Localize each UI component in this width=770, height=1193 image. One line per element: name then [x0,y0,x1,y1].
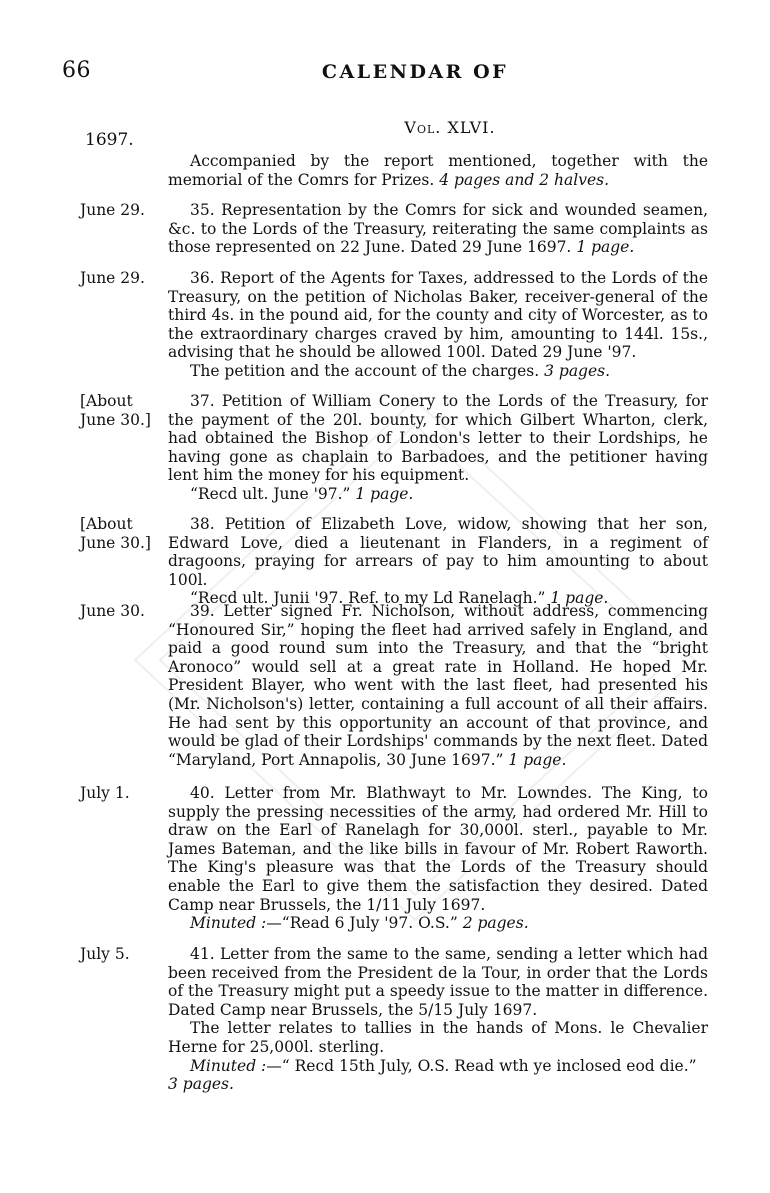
entry-note-label: Minuted : [190,914,267,933]
entry-pages: 3 pages. [168,1075,234,1094]
entry-note: —“ Recd 15th July, O.S. Read wth ye inclosed eod die.” [266,1056,697,1075]
entry-text: 35. Representation by the Comrs for sick and wounded seamen, &c. to the Lords of the Treasury, reiterating the same complaints as those represented on 22 June. Dated 29 June 1697. [168,201,708,257]
entry-note: The letter relates to tallies in the hands of Mons. le Chevalier Herne for 25,000l. sterling. [168,1019,708,1056]
entry-date: June 29. [80,269,145,287]
entry-date: July 1. [80,784,130,802]
entry-pages: 2 pages. [462,914,529,933]
entry-date-line1: [About [80,392,133,410]
continuation-pages: 4 pages and 2 halves. [439,170,610,189]
entry-pages: 1 page. [355,484,414,503]
entry-pages: 1 page. [576,238,635,257]
entry-text: 38. Petition of Elizabeth Love, widow, showing that her son, Edward Love, died a lieutenant in Flanders, in a regiment of dragoons, praying for arrears of pay to him amounting to about 100l. [168,515,708,589]
entry-date-line1: [About [80,515,133,533]
entry-text: 39. Letter signed Fr. Nicholson, without address, commencing “Honoured Sir,” hoping the fleet had arrived safely in England, and paid a good round sum into the Treasury, and that the “bright Aronoco” would sell at a great rate in Holland. He hoped Mr. President Blayer, who went with the last fleet, had presented his (Mr. Nicholson's) letter, containing a full account of all their affairs. He had sent by this opportunity an account of that province, and would be glad of their Lordships' commands by the next fleet. Dated “Maryland, Port Annapolis, 30 June 1697.” [168,602,708,769]
year-label: 1697. [85,130,134,150]
entry-note: —“Read 6 July '97. O.S.” [266,914,458,933]
page-header [0,58,770,88]
entry-date: June 29. [80,201,145,219]
entry-date: July 5. [80,945,130,963]
running-title: CALENDAR OF [321,61,509,83]
entry-date-line2: June 30.] [80,533,151,552]
continuation-text: Accompanied by the report mentioned, together with the memorial of the Comrs for Prizes. [168,152,708,189]
entry-note: “Recd ult. Junii '97. Ref. to my Ld Ranelagh.” [190,589,546,608]
entry-note: “Recd ult. June '97.” [190,484,351,503]
entry-text: 40. Letter from Mr. Blathwayt to Mr. Lowndes. The King, to supply the pressing necessities of the army, had ordered Mr. Hill to draw on the Earl of Ranelagh for 30,000l. sterl., payable to Mr. James Bateman, and the like bills in favour of Mr. Robert Raworth. The King's pleasure was that the Lords of the Treasury should enable the Earl to give them the satisfaction they desired. Dated Camp near Brussels, the 1/11 July 1697. [168,784,708,914]
entry-text: 41. Letter from the same to the same, sending a letter which had been received from the President de la Tour, in order that the Lords of the Treasury might put a speedy issue to the matter in difference. Dated Camp near Brussels, the 5/15 July 1697. [168,945,708,1019]
entry-note-label: Minuted : [190,1056,267,1075]
entry-pages: 1 page. [550,589,609,608]
volume-heading: Vol. XLVI. [404,118,496,137]
entry-date-line2: June 30.] [80,410,151,429]
entry-text: 37. Petition of William Conery to the Lords of the Treasury, for the payment of the 20l. bounty, for which Gilbert Wharton, clerk, had obtained the Bishop of London's letter to their Lordships, he having gone as chaplain to Barbadoes, and the petitioner having lent him the money for his equipment. [168,392,708,485]
entry-note: The petition and the account of the charges. [190,361,540,380]
entry-pages: 3 pages. [544,361,611,380]
page-number: 66 [62,58,91,83]
entry-pages: 1 page. [508,750,567,769]
entry-text: 36. Report of the Agents for Taxes, addressed to the Lords of the Treasury, on the petition of Nicholas Baker, receiver-general of the third 4s. in the pound aid, for the county and city of Worcester, as to the extraordinary charges craved by him, amounting to 144l. 15s., advising that he should be allowed 100l. Dated 29 June '97. [168,269,708,362]
entry-date: June 30. [80,602,145,620]
